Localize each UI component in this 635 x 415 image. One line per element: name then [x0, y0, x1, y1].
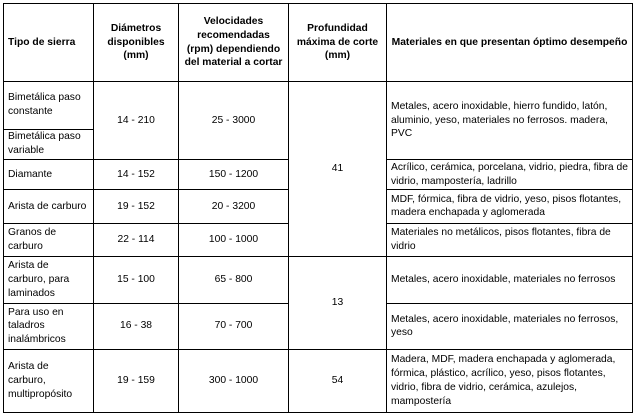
diametro-cell: 16 - 38 [94, 303, 179, 350]
tipo-cell: Granos de carburo [4, 223, 94, 256]
diametro-cell: 14 - 152 [94, 159, 179, 189]
tipo-cell: Bimetálica paso constante [4, 82, 94, 130]
header-row [4, 4, 633, 82]
tipo-cell: Bimetálica paso variable [4, 129, 94, 159]
materiales-cell: Metales, acero inoxidable, hierro fundido, latón, aluminio, yeso, materiales no ferrosos. madera, PVC [387, 82, 633, 160]
tipo-cell: Arista de carburo, multipropósito [4, 350, 94, 413]
diametro-cell: 15 - 100 [94, 257, 179, 304]
diametro-cell: 14 - 210 [94, 82, 179, 160]
materiales-cell: Metales, acero inoxidable, materiales no ferrosos [387, 257, 633, 304]
table-row [4, 350, 633, 413]
saw-table [3, 3, 633, 413]
velocidad-cell: 70 - 700 [179, 303, 289, 350]
profundidad-cell: 41 [289, 82, 387, 257]
velocidad-cell: 20 - 3200 [179, 190, 289, 223]
header-materiales: Materiales en que presentan óptimo desempeño [387, 4, 633, 82]
materiales-cell: Metales, acero inoxidable, materiales no ferrosos, yeso [387, 303, 633, 350]
materiales-cell: Materiales no metálicos, pisos flotantes, fibra de vidrio [387, 223, 633, 256]
header-tipo: Tipo de sierra [4, 4, 94, 82]
tipo-cell: Arista de carburo [4, 190, 94, 223]
diametro-cell: 19 - 159 [94, 350, 179, 413]
table-row [4, 257, 633, 304]
profundidad-cell: 54 [289, 350, 387, 413]
velocidad-cell: 150 - 1200 [179, 159, 289, 189]
materiales-cell: Acrílico, cerámica, porcelana, vidrio, piedra, fibra de vidrio, mampostería, ladrillo [387, 159, 633, 189]
tipo-cell: Para uso en taladros inalámbricos [4, 303, 94, 350]
table-row [4, 82, 633, 130]
velocidad-cell: 300 - 1000 [179, 350, 289, 413]
header-diametros: Diámetros disponibles (mm) [94, 4, 179, 82]
header-profundidad: Profundidad máxima de corte (mm) [289, 4, 387, 82]
profundidad-cell: 13 [289, 257, 387, 350]
materiales-cell: Madera, MDF, madera enchapada y aglomerada, fórmica, plástico, acrílico, yeso, pisos flotantes, vidrio, fibra de vidrio, cerámica, azulejos, mampostería [387, 350, 633, 413]
velocidad-cell: 25 - 3000 [179, 82, 289, 160]
velocidad-cell: 100 - 1000 [179, 223, 289, 256]
header-velocidades: Velocidades recomendadas (rpm) dependiendo del material a cortar [179, 4, 289, 82]
materiales-cell: MDF, fórmica, fibra de vidrio, yeso, pisos flotantes, madera enchapada y aglomerada [387, 190, 633, 223]
tipo-cell: Diamante [4, 159, 94, 189]
tipo-cell: Arista de carburo, para laminados [4, 257, 94, 304]
velocidad-cell: 65 - 800 [179, 257, 289, 304]
diametro-cell: 19 - 152 [94, 190, 179, 223]
diametro-cell: 22 - 114 [94, 223, 179, 256]
